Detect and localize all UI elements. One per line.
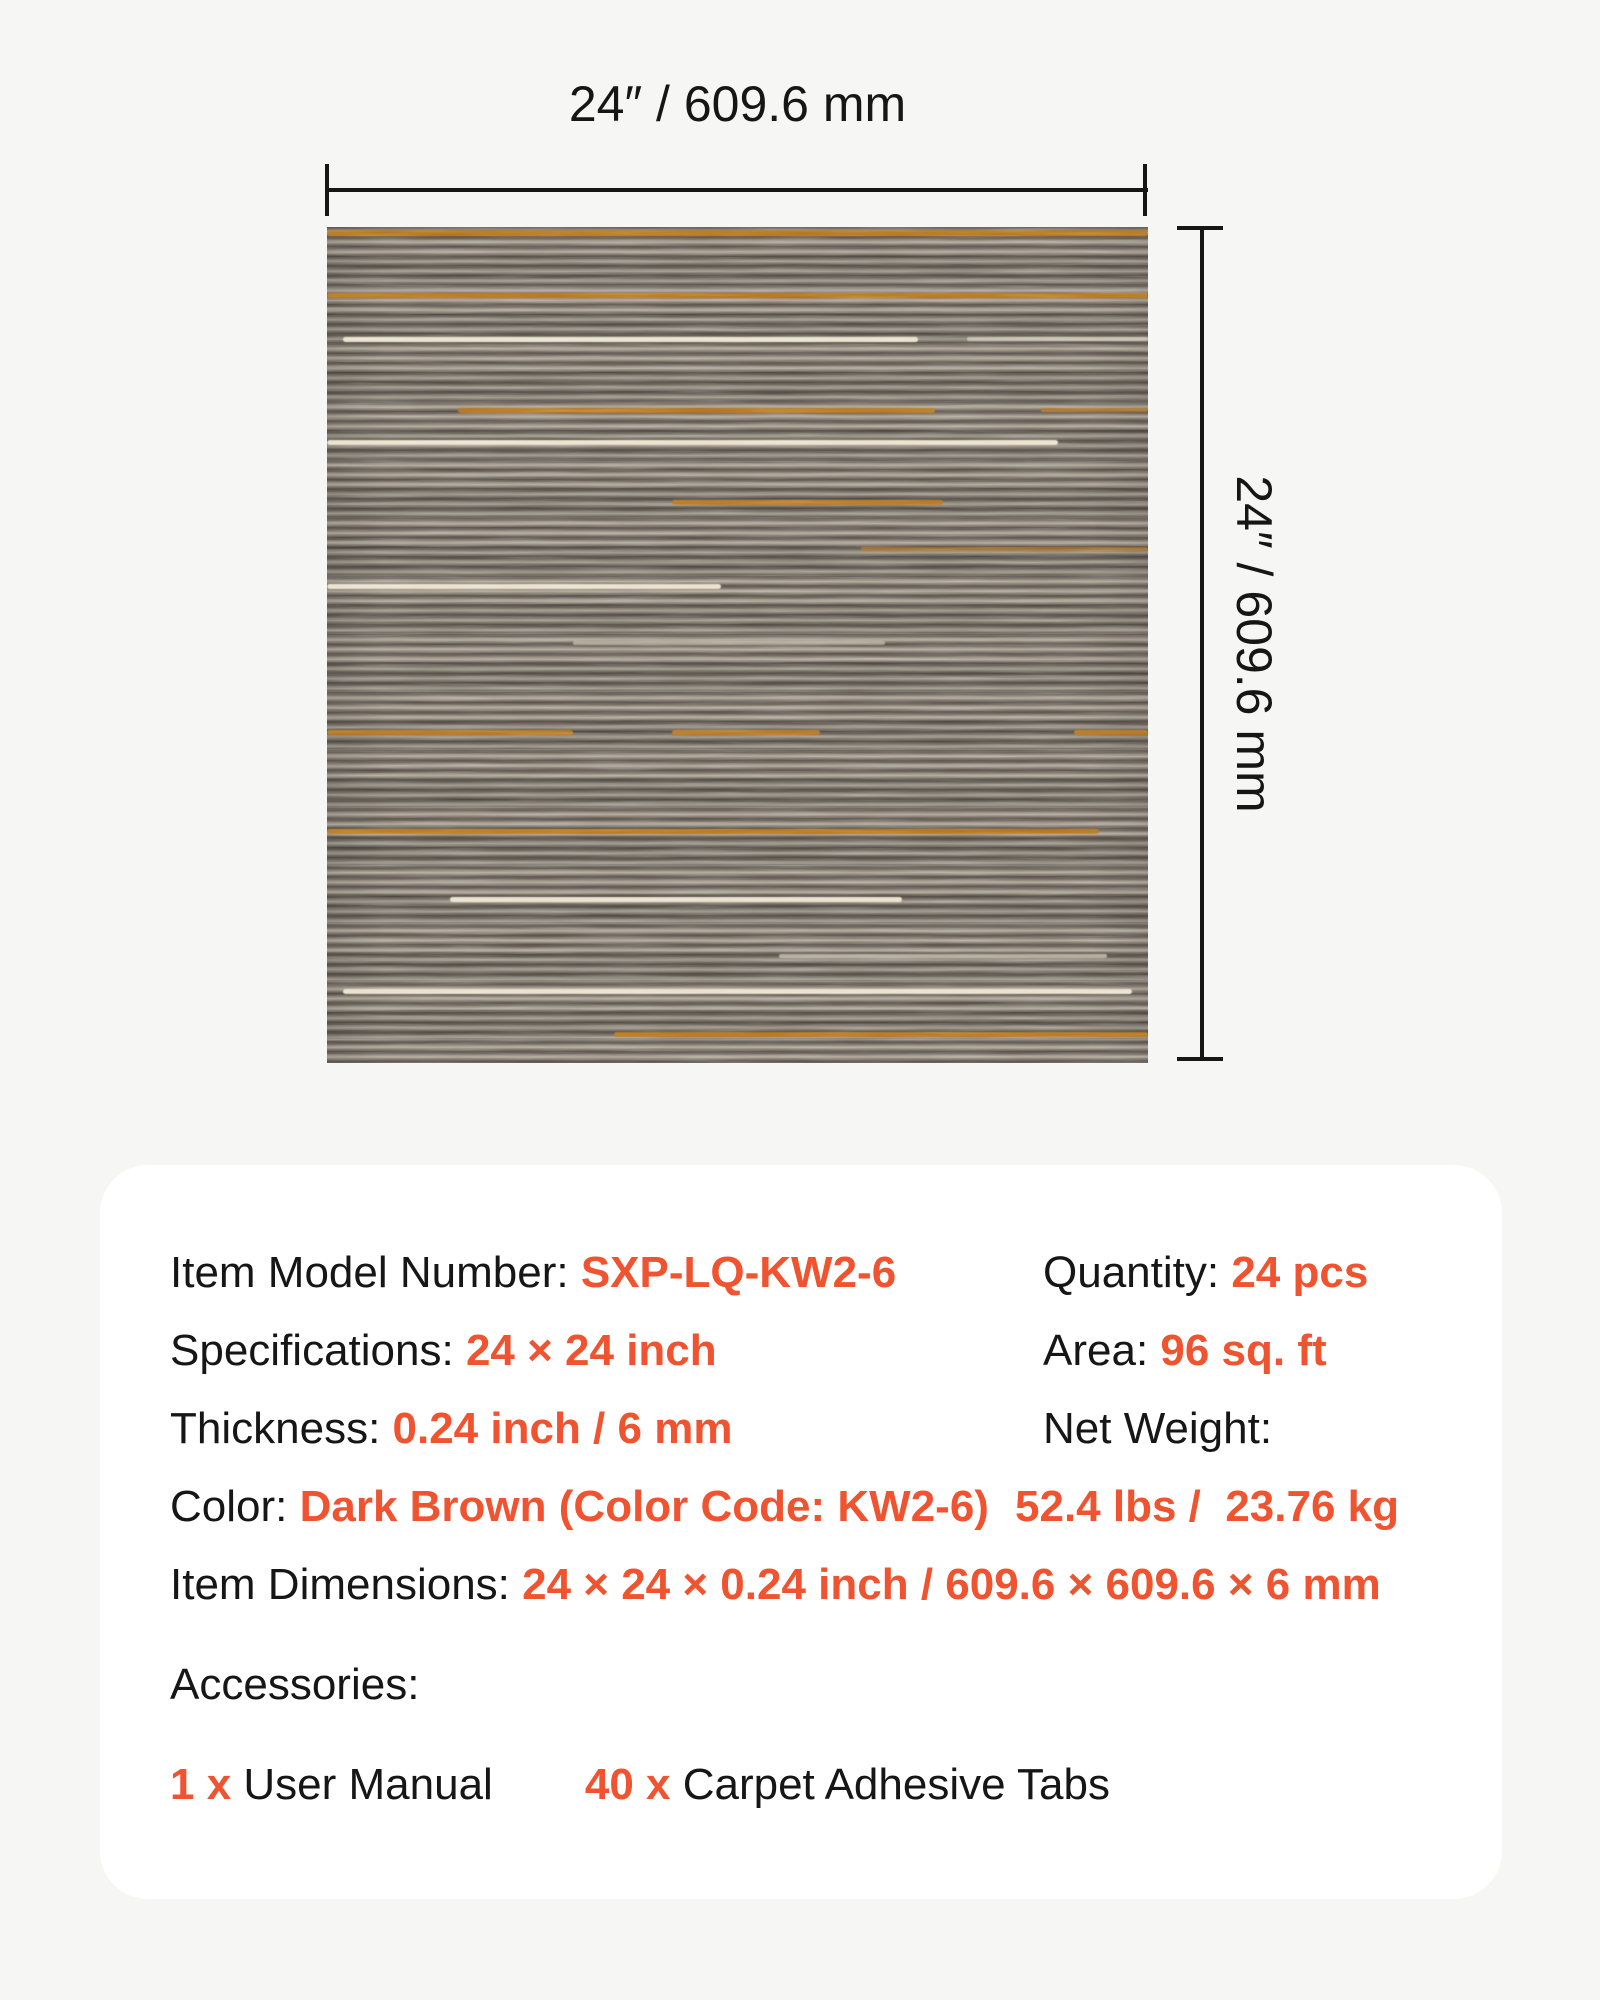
- spec-specifications: [170, 1312, 1043, 1390]
- height-dimension-tick-bottom: [1177, 1057, 1223, 1061]
- spec-value: 52.4 lbs / 23.76 kg: [1015, 1482, 1400, 1531]
- width-dimension-tick-right: [1143, 164, 1147, 216]
- accessory-user-manual: [170, 1746, 493, 1824]
- spec-model: [170, 1234, 1043, 1312]
- accessories-list: [170, 1746, 1432, 1824]
- spec-row-model-quantity: [170, 1234, 1432, 1312]
- spec-value: 24 × 24 inch: [465, 1326, 717, 1375]
- spec-quantity: [1043, 1234, 1368, 1312]
- spec-row-size-area: [170, 1312, 1432, 1390]
- accessory-name: User Manual: [231, 1760, 493, 1809]
- width-dimension-tick-left: [325, 164, 329, 216]
- spec-row-color-weightvalue: [170, 1468, 1432, 1546]
- accessories-title: Accessories:: [170, 1660, 420, 1709]
- spec-value: 96 sq. ft: [1160, 1326, 1327, 1375]
- spec-card: [100, 1165, 1502, 1899]
- accessory-name: Carpet Adhesive Tabs: [670, 1760, 1110, 1809]
- spec-value: 0.24 inch / 6 mm: [392, 1404, 733, 1453]
- height-dimension-label: 24″ / 609.6 mm: [1226, 475, 1282, 813]
- carpet-texture-noise: [327, 227, 1148, 1063]
- spec-label: Color:: [170, 1482, 300, 1531]
- spec-label: Area:: [1043, 1326, 1161, 1375]
- spec-value: SXP-LQ-KW2-6: [580, 1248, 897, 1297]
- accessory-qty: 1 x: [170, 1760, 232, 1809]
- spec-label: Net Weight:: [1043, 1404, 1273, 1453]
- width-dimension-line: [327, 188, 1148, 192]
- accessory-adhesive-tabs: [585, 1746, 1110, 1824]
- spec-color: [170, 1468, 1043, 1546]
- spec-value: 24 × 24 × 0.24 inch / 609.6 × 609.6 × 6 mm: [522, 1560, 1381, 1609]
- spec-item-dimensions: [170, 1546, 1381, 1624]
- spec-row-thickness-weight: [170, 1390, 1432, 1468]
- carpet-tile-photo: [327, 227, 1148, 1063]
- height-dimension-tick-top: [1177, 226, 1223, 230]
- accessory-qty: 40 x: [584, 1760, 671, 1809]
- spec-label: Item Dimensions:: [170, 1560, 523, 1609]
- spec-value: Dark Brown (Color Code: KW2-6): [299, 1482, 989, 1531]
- spec-value: 24 pcs: [1231, 1248, 1369, 1297]
- spec-thickness: [170, 1390, 1043, 1468]
- spec-net-weight-value: [1015, 1468, 1399, 1546]
- spec-net-weight-label: [1043, 1390, 1272, 1468]
- spec-label: Item Model Number:: [170, 1248, 581, 1297]
- spec-label: Quantity:: [1043, 1248, 1232, 1297]
- width-dimension-label: 24″ / 609.6 mm: [568, 76, 907, 132]
- spec-label: Specifications:: [170, 1326, 466, 1375]
- spec-area: [1043, 1312, 1327, 1390]
- spec-row-dimensions: [170, 1546, 1432, 1624]
- height-dimension-line: [1200, 227, 1204, 1061]
- spec-label: Thickness:: [170, 1404, 393, 1453]
